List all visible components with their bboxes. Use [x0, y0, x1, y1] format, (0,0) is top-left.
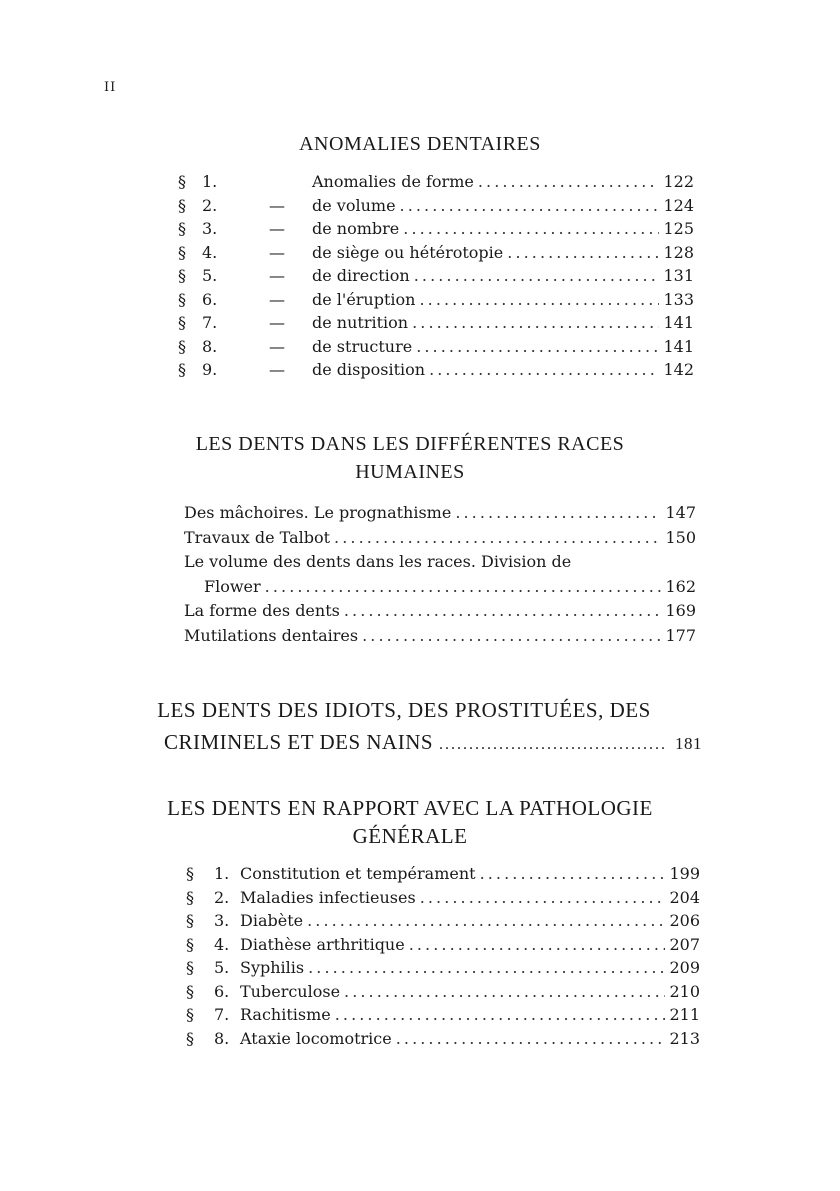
dot-leader: [344, 601, 662, 620]
entry-label: Maladies infectieuses: [240, 887, 416, 907]
entry-label: Des mâchoires. Le prognathisme: [184, 503, 452, 522]
page-ref: 147: [665, 503, 696, 522]
page-ref: 213: [669, 1028, 700, 1048]
toc-entry[interactable]: [178, 360, 694, 384]
page-ref: 162: [665, 576, 696, 596]
dot-leader: [414, 266, 660, 285]
toc-entry[interactable]: [184, 552, 696, 577]
toc-entry[interactable]: [186, 888, 700, 912]
section-symbol: §: [186, 958, 194, 977]
entry-label: La forme des dents: [184, 601, 340, 620]
ditto-dash: —: [269, 336, 285, 356]
entry-number: 8.: [202, 336, 218, 356]
page-ref: 206: [669, 911, 700, 930]
section-symbol: §: [178, 266, 186, 285]
toc-entry[interactable]: [184, 577, 696, 602]
section-title-pathologie: [110, 794, 710, 850]
section-symbol: §: [186, 864, 194, 883]
section-symbol: §: [178, 172, 186, 191]
dot-leader: [419, 290, 659, 309]
entry-label: de direction: [312, 266, 410, 285]
dot-leader: [478, 172, 660, 191]
entry-label: Tuberculose: [240, 981, 341, 1001]
entry-label: Anomalies de forme: [312, 172, 474, 191]
entry-number: 1.: [202, 172, 218, 191]
toc-entry[interactable]: [178, 266, 694, 290]
entry-label: de nombre: [312, 219, 400, 238]
dot-leader: [455, 503, 661, 522]
toc-entry[interactable]: [178, 337, 694, 361]
page-ref: 181: [675, 734, 702, 753]
page-ref: 125: [663, 219, 694, 238]
page-ref: 124: [663, 195, 694, 215]
entry-label: de nutrition: [312, 313, 409, 332]
entry-number: 9.: [202, 360, 218, 379]
dot-leader: [400, 196, 660, 215]
ditto-dash: —: [269, 195, 285, 215]
ditto-dash: —: [269, 289, 285, 309]
entry-number: 1.: [214, 864, 230, 883]
dot-leader: [429, 360, 659, 379]
page-ref: 207: [669, 934, 700, 954]
entry-label: Le volume des dents dans les races. Division de: [184, 552, 572, 571]
toc-entry[interactable]: [184, 601, 696, 626]
page-ref: 122: [663, 172, 694, 191]
entry-label: de siège ou hétérotopie: [312, 242, 504, 262]
idiots-title-line1: LES DENTS DES IDIOTS, DES PROSTITUÉES, DES: [157, 698, 651, 722]
section-title-races-line2: HUMAINES: [355, 461, 465, 483]
dot-leader: [416, 337, 659, 356]
entry-number: 6.: [202, 289, 218, 309]
section-symbol: §: [178, 313, 186, 332]
toc-entry[interactable]: [186, 1005, 700, 1029]
entry-number: 3.: [202, 219, 218, 238]
entry-label: Ataxie locomotrice: [240, 1028, 392, 1048]
idiots-title-line2: CRIMINELS ET DES NAINS: [164, 730, 434, 754]
section-symbol: §: [178, 289, 186, 309]
dot-leader: [507, 243, 659, 262]
page-ref: 204: [669, 887, 700, 907]
page-ref: 177: [665, 625, 696, 645]
ditto-dash: —: [269, 313, 285, 332]
entry-number: 6.: [214, 981, 230, 1001]
entry-number: 7.: [202, 313, 218, 332]
entry-label: Diabète: [240, 911, 304, 930]
toc-pathologie: [186, 864, 700, 1052]
toc-entry[interactable]: [178, 290, 694, 314]
dot-leader: [409, 935, 666, 954]
toc-entry[interactable]: [186, 982, 700, 1006]
toc-entry[interactable]: [178, 219, 694, 243]
entry-number: 2.: [202, 195, 218, 215]
dot-leader: [396, 1029, 666, 1048]
entry-label: de disposition: [312, 360, 426, 379]
entry-label: de volume: [312, 195, 396, 215]
toc-entry[interactable]: [178, 243, 694, 267]
dot-leader: [265, 577, 662, 596]
section-title-pathologie-line1: LES DENTS EN RAPPORT AVEC LA PATHOLOGIE: [167, 796, 653, 820]
section-symbol: §: [178, 360, 186, 379]
entry-label: Diathèse arthritique: [240, 934, 405, 954]
page-ref: 209: [669, 958, 700, 977]
entry-number: 4.: [214, 934, 230, 954]
page-ref: 133: [663, 289, 694, 309]
page-ref: 150: [665, 527, 696, 547]
entry-number: 3.: [214, 911, 230, 930]
page-ref: 199: [669, 864, 700, 883]
section-symbol: §: [178, 242, 186, 262]
ditto-dash: —: [269, 242, 285, 262]
toc-entry[interactable]: [186, 1029, 700, 1053]
page-ref: 141: [663, 336, 694, 356]
entry-number: 2.: [214, 887, 230, 907]
toc-entry[interactable]: [178, 196, 694, 220]
ditto-dash: —: [269, 219, 285, 238]
entry-label: Constitution et tempérament: [240, 864, 476, 883]
dot-leader: [344, 982, 665, 1001]
dot-leader: [362, 626, 661, 645]
toc-entry[interactable]: [178, 172, 694, 196]
ditto-dash: —: [269, 266, 285, 285]
dot-leader: [480, 864, 666, 883]
entry-label: Mutilations dentaires: [184, 625, 359, 645]
section-title-races-line1: LES DENTS DANS LES DIFFÉRENTES RACES: [195, 433, 625, 455]
dot-leader: [334, 528, 661, 547]
toc-entry[interactable]: [186, 864, 700, 888]
entry-number: 7.: [214, 1005, 230, 1024]
section-symbol: §: [178, 336, 186, 356]
entry-label: de l'éruption: [312, 289, 416, 309]
dot-leader: [403, 219, 659, 238]
page-ref: 142: [663, 360, 694, 379]
page-ref: 210: [669, 981, 700, 1001]
section-symbol: §: [186, 981, 194, 1001]
dot-leader: [412, 313, 659, 332]
page-number: II: [104, 80, 117, 95]
section-title-anomalies: ANOMALIES DENTAIRES: [299, 133, 541, 155]
entry-label: Travaux de Talbot: [184, 527, 331, 547]
section-symbol: §: [178, 195, 186, 215]
toc-entry[interactable]: [184, 626, 696, 651]
toc-entry[interactable]: [184, 528, 696, 553]
page-ref: 128: [663, 242, 694, 262]
entry-label: Rachitisme: [240, 1005, 331, 1024]
toc-entry[interactable]: [186, 911, 700, 935]
dot-leader: [307, 911, 665, 930]
page-ref: 211: [669, 1005, 700, 1024]
toc-entry[interactable]: [186, 935, 700, 959]
toc-anomalies: [178, 172, 694, 384]
section-symbol: §: [186, 911, 194, 930]
ditto-dash: —: [269, 360, 285, 379]
page-ref: 169: [665, 601, 696, 620]
dot-leader: [439, 736, 666, 754]
section-symbol: §: [186, 1005, 194, 1024]
toc-entry-idiots[interactable]: [106, 698, 702, 755]
toc-entry[interactable]: [186, 958, 700, 982]
entry-label: Syphilis: [240, 958, 305, 977]
section-symbol: §: [178, 219, 186, 238]
page-ref: 141: [663, 313, 694, 332]
section-symbol: §: [186, 1028, 194, 1048]
toc-entry[interactable]: [184, 503, 696, 528]
dot-leader: [308, 958, 665, 977]
entry-number: 5.: [214, 958, 230, 977]
entry-number: 4.: [202, 242, 218, 262]
page-ref: 131: [663, 266, 694, 285]
entry-number: 5.: [202, 266, 218, 285]
section-symbol: §: [186, 934, 194, 954]
entry-number: 8.: [214, 1028, 230, 1048]
toc-entry[interactable]: [178, 313, 694, 337]
entry-label: de structure: [312, 336, 413, 356]
section-title-races: [140, 430, 680, 486]
section-symbol: §: [186, 887, 194, 907]
section-title-pathologie-line2: GÉNÉRALE: [352, 824, 468, 848]
entry-label: Flower: [204, 576, 261, 596]
dot-leader: [420, 888, 666, 907]
toc-races: [184, 503, 696, 650]
dot-leader: [335, 1005, 666, 1024]
